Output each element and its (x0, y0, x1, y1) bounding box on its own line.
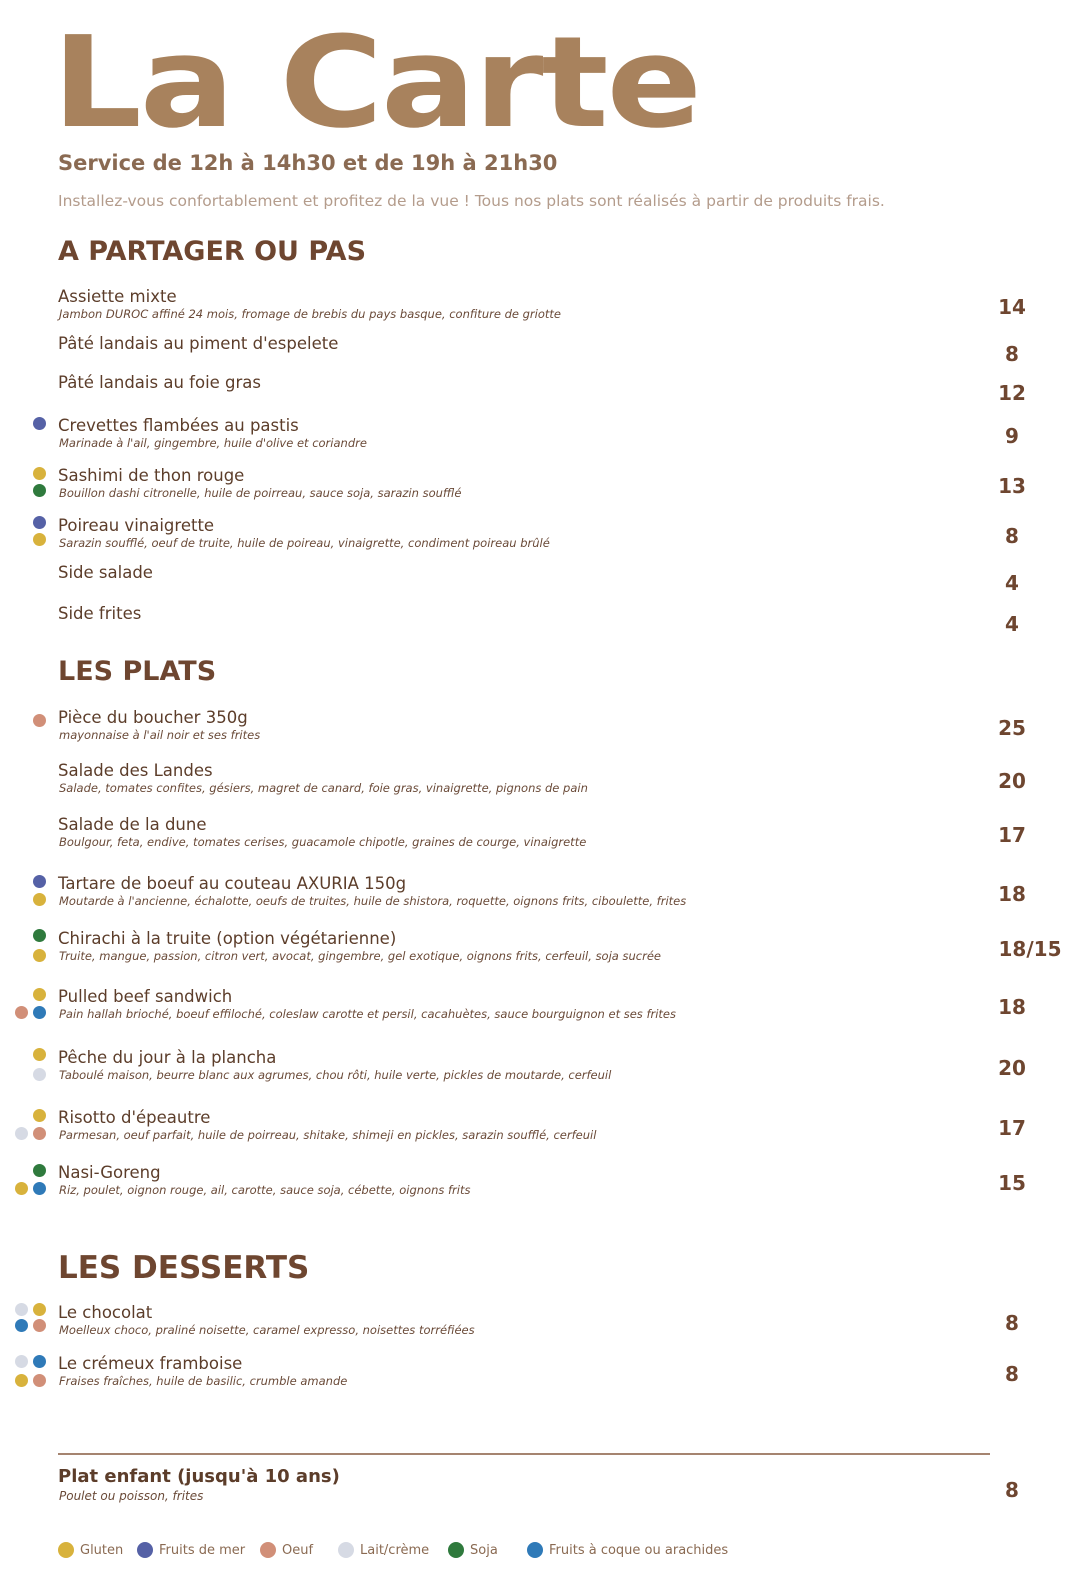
menu-item (0, 604, 1080, 644)
item-name: Pâté landais au foie gras (58, 373, 262, 392)
allergen-dot-fruits-de-mer (33, 875, 46, 888)
item-description: Taboulé maison, beurre blanc aux agrumes, chou rôti, huile verte, pickles de moutarde, cerfeuil (59, 1068, 612, 1082)
item-description: Moutarde à l'ancienne, échalotte, oeufs de truites, huile de shistora, roquette, oignons frits, ciboulette, frites (59, 894, 687, 908)
item-description: Truite, mangue, passion, citron vert, avocat, gingembre, gel exotique, oignons frits, cerfeuil, soja sucrée (59, 949, 661, 963)
allergen-dot-gluten (33, 533, 46, 546)
menu-item (0, 1354, 1080, 1394)
item-description: Salade, tomates confites, gésiers, magret de canard, foie gras, vinaigrette, pignons de pain (59, 781, 588, 795)
item-price: 18 (998, 882, 1026, 906)
allergen-dot-lait (33, 1068, 46, 1081)
item-name: Chirachi à la truite (option végétarienne) (58, 929, 397, 948)
allergen-dot-oeuf (33, 1374, 46, 1387)
item-name: Nasi-Goreng (58, 1163, 161, 1182)
item-price: 15 (998, 1171, 1026, 1195)
nut-dot-icon (527, 1542, 543, 1558)
allergen-dot-gluten (33, 1048, 46, 1061)
allergen-dot-oeuf (15, 1006, 28, 1019)
legend-fruits-de-mer (137, 1542, 245, 1558)
allergen-dot-fruits-a-coque (33, 1006, 46, 1019)
menu-item (0, 563, 1080, 603)
legend-label: Lait/crème (360, 1542, 430, 1558)
allergen-dot-fruits-a-coque (33, 1355, 46, 1368)
item-price: 8 (1005, 342, 1019, 366)
item-name: Pulled beef sandwich (58, 987, 233, 1006)
item-description: Pain hallah brioché, boeuf effiloché, coleslaw carotte et persil, cacahuètes, sauce bourguignon et ses frites (59, 1007, 677, 1021)
item-name: Side salade (58, 563, 153, 582)
kids-menu-price: 8 (1005, 1478, 1019, 1502)
item-name: Pâté landais au piment d'espelete (58, 334, 339, 353)
menu-item (0, 416, 1080, 456)
item-description: Boulgour, feta, endive, tomates cerises, guacamole chipotle, graines de courge, vinaigrette (59, 835, 587, 849)
item-price: 9 (1005, 424, 1019, 448)
intro-text: Installez-vous confortablement et profitez de la vue ! Tous nos plats sont réalisés à partir de produits frais. (58, 192, 885, 210)
allergen-dot-lait (15, 1355, 28, 1368)
item-description: Jambon DUROC affiné 24 mois, fromage de brebis du pays basque, confiture de griotte (59, 307, 561, 321)
item-name: Side frites (58, 604, 142, 623)
menu-item (0, 929, 1080, 969)
item-name: Sashimi de thon rouge (58, 466, 245, 485)
legend-lait (338, 1542, 429, 1558)
legend-soja (448, 1542, 498, 1558)
page-title: La Carte (52, 9, 700, 156)
menu-item (0, 1108, 1080, 1148)
item-price: 14 (998, 295, 1026, 319)
section-title-plats: LES PLATS (58, 656, 217, 687)
menu-item (0, 466, 1080, 506)
soy-dot-icon (448, 1542, 464, 1558)
allergen-dot-oeuf (33, 714, 46, 727)
menu-item (0, 708, 1080, 748)
item-name: Tartare de boeuf au couteau AXURIA 150g (58, 874, 407, 893)
allergen-dot-oeuf (33, 1319, 46, 1332)
item-price: 17 (998, 1116, 1026, 1140)
menu-item (0, 874, 1080, 914)
item-name: Le crémeux framboise (58, 1354, 243, 1373)
item-price: 12 (998, 381, 1026, 405)
item-name: Assiette mixte (58, 287, 177, 306)
item-price: 4 (1005, 612, 1019, 636)
item-name: Risotto d'épeautre (58, 1108, 211, 1127)
item-description: Fraises fraîches, huile de basilic, crumble amande (59, 1374, 348, 1388)
item-name: Pièce du boucher 350g (58, 708, 248, 727)
legend-label: Gluten (80, 1542, 124, 1558)
item-description: Riz, poulet, oignon rouge, ail, carotte, sauce soja, cébette, oignons frits (59, 1183, 471, 1197)
allergen-dot-fruits-de-mer (33, 417, 46, 430)
item-description: Marinade à l'ail, gingembre, huile d'olive et coriandre (59, 436, 367, 450)
dairy-dot-icon (338, 1542, 354, 1558)
legend-gluten (58, 1542, 123, 1558)
item-description: Bouillon dashi citronelle, huile de poirreau, sauce soja, sarazin soufflé (59, 486, 462, 500)
legend-label: Soja (470, 1542, 498, 1558)
allergen-dot-oeuf (33, 1127, 46, 1140)
menu-item (0, 516, 1080, 556)
allergen-dot-gluten (33, 949, 46, 962)
item-description: mayonnaise à l'ail noir et ses frites (59, 728, 261, 742)
item-price: 25 (998, 716, 1026, 740)
divider (58, 1453, 990, 1455)
item-name: Poireau vinaigrette (58, 516, 215, 535)
allergen-dot-fruits-de-mer (33, 516, 46, 529)
legend-label: Oeuf (282, 1542, 314, 1558)
gluten-dot-icon (58, 1542, 74, 1558)
allergen-dot-lait (15, 1127, 28, 1140)
section-title-desserts: LES DESSERTS (58, 1250, 310, 1286)
seafood-dot-icon (137, 1542, 153, 1558)
menu-item (0, 815, 1080, 855)
legend-label: Fruits à coque ou arachides (549, 1542, 729, 1558)
item-price: 17 (998, 823, 1026, 847)
item-price: 8 (1005, 524, 1019, 548)
item-name: Salade de la dune (58, 815, 207, 834)
item-price: 8 (1005, 1311, 1019, 1335)
menu-item (0, 334, 1080, 374)
menu-item (0, 287, 1080, 327)
item-price: 4 (1005, 571, 1019, 595)
item-name: Salade des Landes (58, 761, 213, 780)
allergen-dot-gluten (33, 1109, 46, 1122)
item-description: Sarazin soufflé, oeuf de truite, huile de poireau, vinaigrette, condiment poireau brûlé (59, 536, 550, 550)
allergen-legend (0, 1542, 1080, 1564)
allergen-dot-gluten (33, 467, 46, 480)
kids-menu-name: Plat enfant (jusqu'à 10 ans) (58, 1466, 340, 1487)
legend-label: Fruits de mer (159, 1542, 246, 1558)
item-price: 13 (998, 474, 1026, 498)
section-title-partager: A PARTAGER OU PAS (58, 236, 367, 267)
menu-item (0, 373, 1080, 413)
kids-menu-description: Poulet ou poisson, frites (59, 1489, 204, 1503)
allergen-dot-soja (33, 484, 46, 497)
legend-fruits-a-coque (527, 1542, 728, 1558)
egg-dot-icon (260, 1542, 276, 1558)
allergen-dot-gluten (15, 1182, 28, 1195)
item-name: Crevettes flambées au pastis (58, 416, 299, 435)
allergen-dot-fruits-a-coque (15, 1319, 28, 1332)
item-price: 18/15 (998, 937, 1062, 961)
item-price: 20 (998, 769, 1026, 793)
allergen-dot-fruits-a-coque (33, 1182, 46, 1195)
item-description: Moelleux choco, praliné noisette, caramel expresso, noisettes torréfiées (59, 1323, 475, 1337)
menu-item (0, 987, 1080, 1027)
allergen-dot-gluten (15, 1374, 28, 1387)
allergen-dot-soja (33, 929, 46, 942)
menu-item (0, 1303, 1080, 1343)
allergen-dot-gluten (33, 893, 46, 906)
allergen-dot-lait (15, 1303, 28, 1316)
menu-item (0, 1048, 1080, 1088)
item-price: 18 (998, 995, 1026, 1019)
legend-oeuf (260, 1542, 313, 1558)
menu-item (0, 1163, 1080, 1203)
item-description: Parmesan, oeuf parfait, huile de poirreau, shitake, shimeji en pickles, sarazin soufflé, cerfeuil (59, 1128, 597, 1142)
menu-item (0, 761, 1080, 801)
allergen-dot-soja (33, 1164, 46, 1177)
item-name: Le chocolat (58, 1303, 153, 1322)
allergen-dot-gluten (33, 988, 46, 1001)
allergen-dot-gluten (33, 1303, 46, 1316)
item-name: Pêche du jour à la plancha (58, 1048, 277, 1067)
item-price: 8 (1005, 1362, 1019, 1386)
item-price: 20 (998, 1056, 1026, 1080)
service-hours: Service de 12h à 14h30 et de 19h à 21h30 (58, 151, 558, 175)
